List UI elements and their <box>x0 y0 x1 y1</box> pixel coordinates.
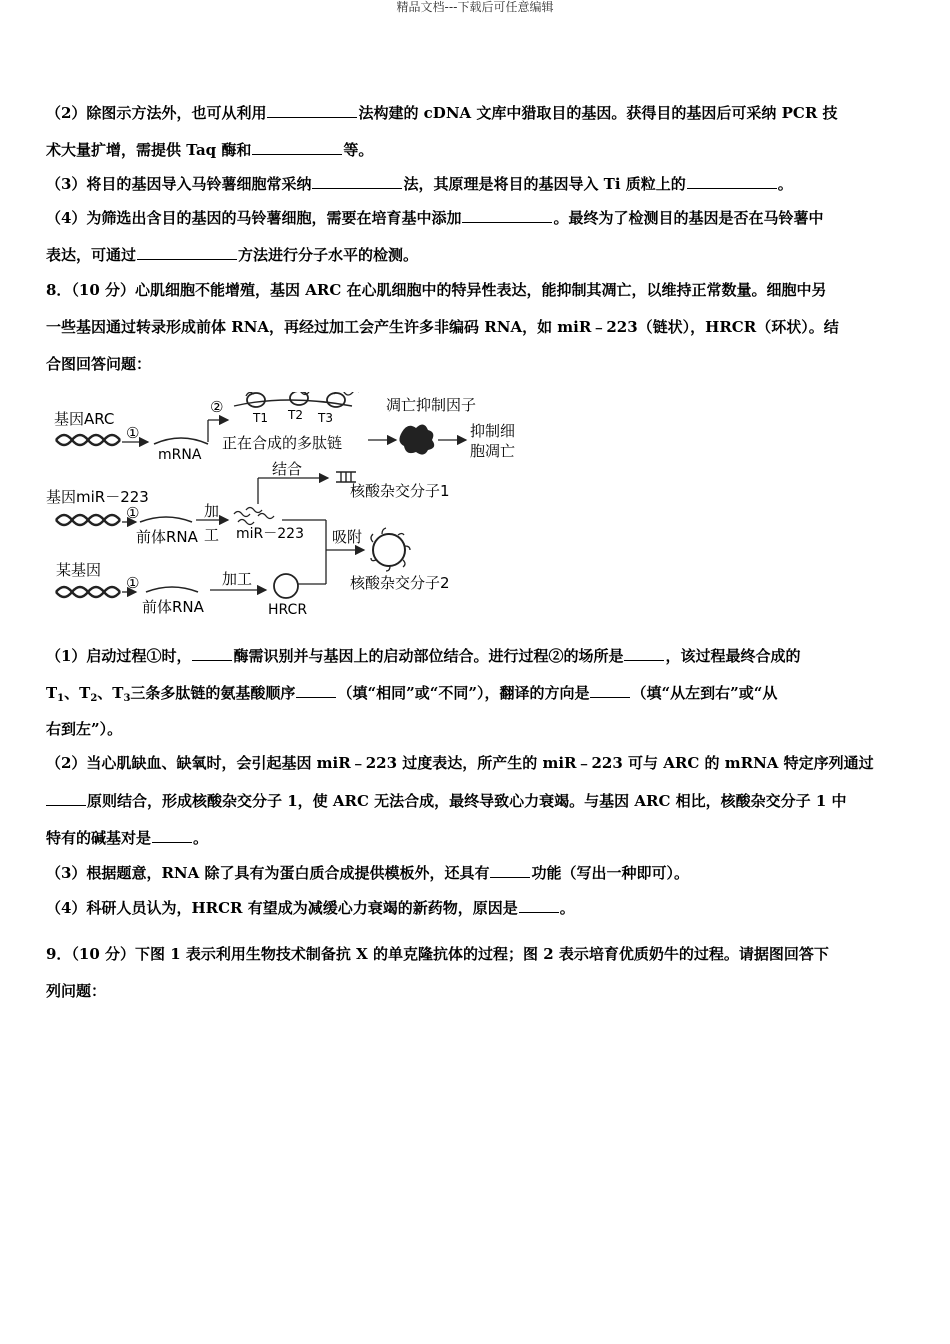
label-gene-other: 某基因 <box>56 561 102 579</box>
q8-s1-text-a: （1）启动过程①时， <box>46 647 192 665</box>
label-pre-rna-2: 前体RNA <box>142 598 204 616</box>
apoptosis-inhibitor-protein-icon <box>399 424 434 454</box>
label-hybrid2: 核酸杂交分子2 <box>350 574 450 592</box>
answer-blank[interactable] <box>687 173 777 189</box>
q8-intro-line1: 8．（10 分）心肌细胞不能增殖，基因 ARC 在心肌细胞中的特异性表达，能抑制其凋亡，以维持正常数量。细胞中另 <box>46 281 827 299</box>
label-t: 、T <box>64 684 91 702</box>
dna-helix-other-icon <box>56 587 120 597</box>
label-process-jia: 加 <box>204 502 220 520</box>
answer-blank[interactable] <box>624 645 664 661</box>
label-hrcr: HRCR <box>268 602 308 618</box>
subscript: 1 <box>57 693 65 704</box>
q7-part4-line1 <box>46 207 908 228</box>
mir223-fragments-icon <box>234 508 274 525</box>
q8-sub4-line <box>46 897 908 918</box>
answer-blank[interactable] <box>267 102 357 118</box>
dna-helix-mir-icon <box>56 515 120 525</box>
q7-p3-text-b: 法，其原理是将目的基因导入 Ti 质粒上的 <box>403 175 686 193</box>
answer-blank[interactable] <box>490 862 530 878</box>
answer-blank[interactable] <box>296 682 336 698</box>
answer-blank[interactable] <box>137 244 237 260</box>
label-adsorb: 吸附 <box>332 528 363 546</box>
label-bind: 结合 <box>272 460 303 478</box>
q8-intro-line3: 合图回答问题： <box>46 355 152 373</box>
pre-rna-strand-mir <box>140 517 192 522</box>
q8-s4-text-a: （4）科研人员认为，HRCR 有望成为减缓心力衰竭的新药物，原因是 <box>46 899 518 917</box>
label-t2: T2 <box>288 408 303 422</box>
q8-sub2-line1: （2）当心肌缺血、缺氧时，会引起基因 miR﹣223 过度表达，所产生的 miR﹣223 可与 ARC 的 mRNA 特定序列通过 <box>46 754 874 772</box>
q7-p4-text-d: 方法进行分子水平的检测。 <box>238 246 419 264</box>
q8-s2-text-b: 原则结合，形成核酸杂交分子 1，使 ARC 无法合成，最终导致心力衰竭。与基因 ARC 相比，核酸杂交分子 1 中 <box>87 792 847 810</box>
answer-blank[interactable] <box>252 139 342 155</box>
q8-sub1-line2 <box>46 682 908 703</box>
answer-blank[interactable] <box>312 173 402 189</box>
answer-blank[interactable] <box>590 682 630 698</box>
label-step2: ② <box>210 398 224 416</box>
q8-s3-text-a: （3）根据题意，RNA 除了具有为蛋白质合成提供模板外，还具有 <box>46 864 490 882</box>
q8-sub2-line2 <box>46 790 908 811</box>
q8-s4-text-b: 。 <box>559 899 575 917</box>
q8-sub2-line3 <box>46 827 908 848</box>
q8-s3-text-b: 功能（写出一种即可）。 <box>531 864 689 882</box>
q7-p4-text-c: 表达，可通过 <box>46 246 137 264</box>
label-hybrid1: 核酸杂交分子1 <box>350 482 450 500</box>
subscript: 2 <box>90 693 98 704</box>
q9-intro-line1: 9．（10 分）下图 1 表示利用生物技术制备抗 X 的单克隆抗体的过程；图 2 表示培育优质奶牛的过程。请据图回答下 <box>46 945 829 963</box>
label-gene-mir: 基因miR－223 <box>46 488 149 506</box>
label-pre-rna: 前体RNA <box>136 528 198 546</box>
answer-blank[interactable] <box>192 645 232 661</box>
q7-part2-line1 <box>46 102 908 123</box>
q8-s1-text-c: ，该过程最终合成的 <box>665 647 801 665</box>
q8-intro-line2: 一些基因通过转录形成前体 RNA，再经过加工会产生许多非编码 RNA，如 miR﹣223（链状），HRCR（环状）。结 <box>46 318 839 336</box>
pre-rna-strand-other <box>146 587 198 592</box>
q7-p2-text-c: 术大量扩增，需提供 Taq 酶和 <box>46 141 252 159</box>
label-inhibit2: 胞凋亡 <box>470 442 516 460</box>
label-process-gong: 工 <box>204 526 220 544</box>
q8-s1-text-b: 酶需识别并与基因上的启动部位结合。进行过程②的场所是 <box>233 647 624 665</box>
q8-s2-text-c: 特有的碱基对是 <box>46 829 152 847</box>
hybrid-molecule-1-icon <box>336 472 356 482</box>
label-gene-arc: 基因ARC <box>54 410 115 428</box>
q7-p2-text-a: （2）除图示方法外，也可从利用 <box>46 104 267 122</box>
label-t: T <box>46 684 58 702</box>
q7-part2-line2 <box>46 139 908 160</box>
label-inhibit1: 抑制细 <box>470 422 516 440</box>
label-step1-other: ① <box>126 574 140 592</box>
dna-helix-arc-icon <box>56 435 120 445</box>
q7-p2-text-b: 法构建的 cDNA 文库中猎取目的基因。获得目的基因后可采纳 PCR 技 <box>358 104 838 122</box>
hrcr-circle-icon <box>274 574 298 598</box>
mrna-strand <box>154 438 208 444</box>
label-t1: T1 <box>253 411 268 425</box>
q7-p2-text-d: 等。 <box>343 141 374 159</box>
label-t: 、T <box>97 684 124 702</box>
label-step1-mir: ① <box>126 504 140 522</box>
label-t3: T3 <box>318 411 333 425</box>
q9-intro-line2: 列问题： <box>46 982 107 1000</box>
q7-p3-text-a: （3）将目的基因导入马铃薯细胞常采纳 <box>46 175 312 193</box>
q7-p4-text-a: （4）为筛选出含目的基因的马铃薯细胞，需要在培育基中添加 <box>46 209 462 227</box>
hybrid-molecule-2-icon <box>371 528 410 571</box>
label-mir223: miR－223 <box>236 526 304 542</box>
q7-p3-text-c: 。 <box>777 175 793 193</box>
q8-s1-text-f: （填“从左到右”或“从 <box>631 684 778 702</box>
q8-sub3-line <box>46 862 908 883</box>
q8-sub1-line3: 右到左”）。 <box>46 720 123 738</box>
page-header: 精品文档---下载后可任意编辑 <box>396 0 554 14</box>
label-polypeptide: 正在合成的多肽链 <box>222 434 343 452</box>
answer-blank[interactable] <box>46 790 86 806</box>
subscript: 3 <box>123 693 131 704</box>
label-process2: 加工 <box>222 570 253 588</box>
q7-part3-line <box>46 173 908 194</box>
q8-s1-text-e: （填“相同”或“不同”），翻译的方向是 <box>337 684 590 702</box>
answer-blank[interactable] <box>519 897 559 913</box>
label-step1-arc: ① <box>126 424 140 442</box>
q8-sub1-line1 <box>46 645 908 666</box>
label-mrna: mRNA <box>158 447 202 463</box>
q7-p4-text-b: 。最终为了检测目的基因是否在马铃薯中 <box>553 209 824 227</box>
q8-s2-text-d: 。 <box>193 829 209 847</box>
label-apoptosis-factor: 凋亡抑制因子 <box>386 396 477 414</box>
q7-part4-line2 <box>46 244 908 265</box>
q8-s1-text-d: 三条多肽链的氨基酸顺序 <box>130 684 296 702</box>
gene-expression-diagram <box>46 392 526 622</box>
answer-blank[interactable] <box>462 207 552 223</box>
answer-blank[interactable] <box>152 827 192 843</box>
